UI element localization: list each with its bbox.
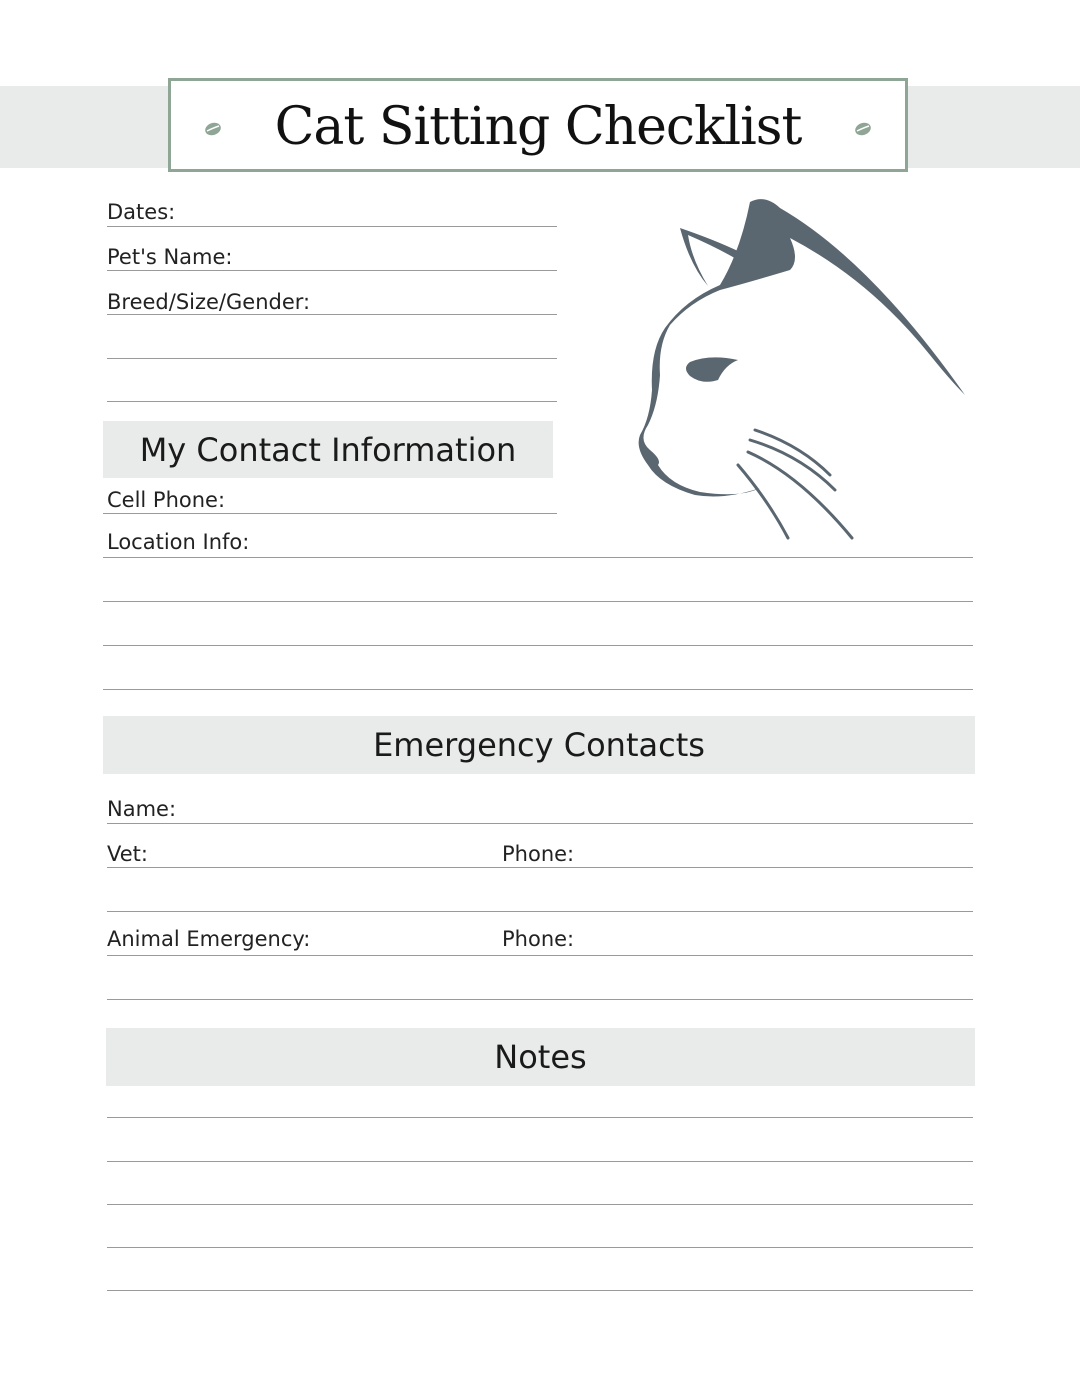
animal-emergency-field[interactable] [107, 955, 973, 956]
pet-name-field[interactable] [107, 270, 557, 271]
name-label: Name: [107, 797, 177, 821]
dates-label: Dates: [107, 200, 176, 224]
emergency-section-heading: Emergency Contacts [103, 716, 975, 774]
name-field[interactable] [107, 823, 973, 824]
location-label: Location Info: [107, 530, 250, 554]
breed-extra-line[interactable] [107, 358, 557, 359]
notes-line[interactable] [107, 1161, 973, 1162]
pet-name-label: Pet's Name: [107, 245, 233, 269]
cell-phone-label: Cell Phone: [107, 488, 226, 512]
location-extra-line[interactable] [103, 645, 973, 646]
vet-phone-label: Phone: [502, 842, 575, 866]
breed-field[interactable] [107, 314, 557, 315]
animal-emergency-label: Animal Emergency: [107, 927, 311, 951]
breed-label: Breed/Size/Gender: [107, 290, 311, 314]
animal-emergency-extra-line[interactable] [107, 999, 973, 1000]
leaf-icon [853, 119, 873, 139]
notes-line[interactable] [107, 1117, 973, 1118]
animal-phone-label: Phone: [502, 927, 575, 951]
notes-line[interactable] [107, 1290, 973, 1291]
location-extra-line[interactable] [103, 689, 973, 690]
notes-section-heading: Notes [106, 1028, 975, 1086]
location-field[interactable] [103, 557, 973, 558]
cell-phone-field[interactable] [103, 513, 557, 514]
notes-line[interactable] [107, 1247, 973, 1248]
dates-field[interactable] [107, 226, 557, 227]
notes-line[interactable] [107, 1204, 973, 1205]
vet-extra-line[interactable] [107, 911, 973, 912]
cat-silhouette-icon [630, 190, 975, 550]
title-frame [168, 78, 908, 172]
page-title: Cat Sitting Checklist [274, 97, 802, 157]
location-extra-line[interactable] [103, 601, 973, 602]
vet-field[interactable] [107, 867, 973, 868]
vet-label: Vet: [107, 842, 148, 866]
contact-section-heading: My Contact Information [103, 421, 553, 478]
breed-extra-line[interactable] [107, 401, 557, 402]
